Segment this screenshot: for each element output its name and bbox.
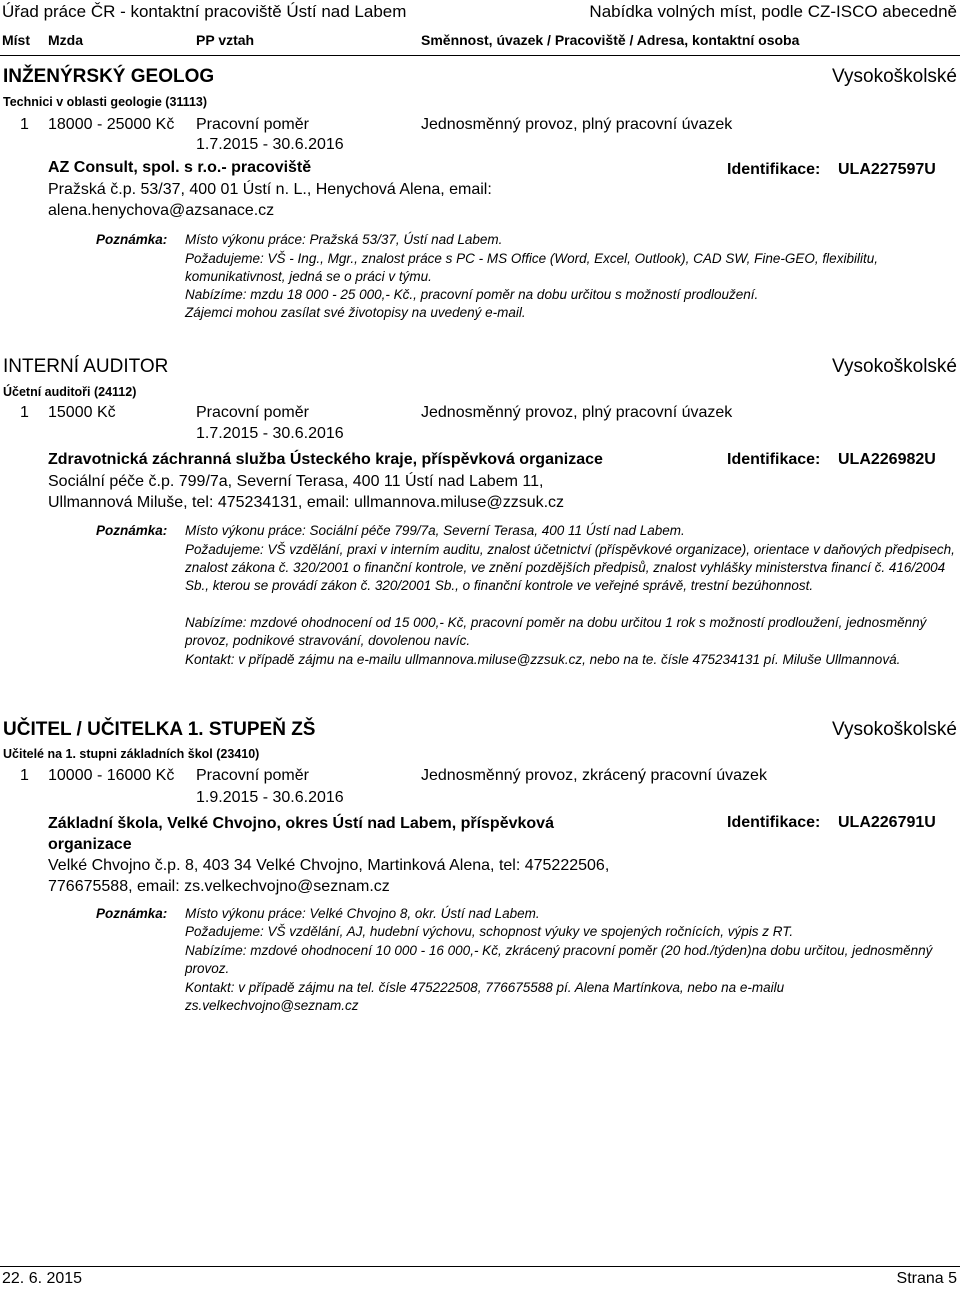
column-header-shift-address: Směnnost, úvazek / Pracoviště / Adresa, kontaktní osoba <box>421 32 800 48</box>
page-number: Strana 5 <box>896 1270 957 1287</box>
salary: 15000 Kč <box>48 404 116 421</box>
identification-code: ULA227597U <box>838 161 936 178</box>
footer-date: 22. 6. 2015 <box>2 1270 83 1287</box>
note-offer: Nabízíme: mzdu 18 000 - 25 000,- Kč., pracovní poměr na dobu určitou s možností prodloužení. <box>185 287 759 302</box>
note-requirements: Požadujeme: VŠ - Ing., Mgr., znalost práce s PC - MS Office (Word, Excel, Outlook), CAD SW, Fine-GEO, flexibilitu, komunikativnost, jedná se o práci v týmu. <box>185 251 878 285</box>
note-contact: Kontakt: v případě zájmu na e-mailu ullmannova.miluse@zzsuk.cz, nebo na te. čísle 475234131 pí. Miluše Ullmannová. <box>185 652 901 667</box>
note-label: Poznámka: <box>96 523 168 538</box>
note-contact: Zájemci mohou zasílat své životopisy na uvedený e-mail. <box>185 305 526 320</box>
employment-dates: 1.7.2015 - 30.6.2016 <box>196 425 344 442</box>
identification-code: ULA226982U <box>838 451 936 468</box>
job-title: UČITEL / UČITELKA 1. STUPEŇ ZŠ <box>3 719 316 740</box>
education-level: Vysokoškolské <box>832 719 957 740</box>
position-count: 1 <box>20 116 29 133</box>
column-header-count: Míst <box>2 32 30 48</box>
note-requirements: Požadujeme: VŠ vzdělání, praxi v interním auditu, znalost účetnictví (příspěvkové organizace), orientace v daňových předpisech, znalost zákona č. 320/2001 o finanční kontrole, ve znění pozdějších předpisů, znalost vyhlášky ministerstva financí č. 416/2004 Sb., kterou se provádí zákon č. 320/2001 Sb., o finanční kontrole ve veřejné správě, trestní bezúhonnost. <box>185 542 955 594</box>
note-requirements: Požadujeme: VŠ vzdělání, AJ, hudební výchovu, schopnost výuky ve spojených ročnících, výpis z RT. <box>185 924 794 939</box>
job-category: Učitelé na 1. stupni základních škol (23410) <box>3 747 260 761</box>
header-divider <box>0 55 960 56</box>
job-title: INŽENÝRSKÝ GEOLOG <box>3 66 215 87</box>
note-label: Poznámka: <box>96 232 168 247</box>
salary: 18000 - 25000 Kč <box>48 116 175 133</box>
note-offer: Nabízíme: mzdové ohodnocení od 15 000,- Kč, pracovní poměr na dobu určitou 1 rok s možností prodloužení, jednosměnný provoz, podnikové stravování, dovolenou navíc. <box>185 615 927 649</box>
job-title: INTERNÍ AUDITOR <box>3 356 169 377</box>
note-offer: Nabízíme: mzdové ohodnocení 10 000 - 16 000,- Kč, zkrácený pracovní poměr (20 hod./týden)na dobu určitou, jednosměnný provoz. <box>185 943 933 977</box>
position-count: 1 <box>20 767 29 784</box>
employer-contact-email[interactable]: alena.henychova@azsanace.cz <box>48 202 275 219</box>
education-level: Vysokoškolské <box>832 66 957 87</box>
shift-type: Jednosměnný provoz, plný pracovní úvazek <box>421 404 733 421</box>
employer-address: Velké Chvojno č.p. 8, 403 34 Velké Chvojno, Martinková Alena, tel: 475222506, <box>48 857 610 874</box>
employment-relation: Pracovní poměr <box>196 116 309 133</box>
identification-label: Identifikace: <box>727 161 821 178</box>
note-workplace: Místo výkonu práce: Sociální péče 799/7a, Severní Terasa, 400 11 Ústí nad Labem. <box>185 523 685 538</box>
job-category: Účetní auditoři (24112) <box>3 385 137 399</box>
employer-name: Zdravotnická záchranná služba Ústeckého kraje, příspěvková organizace <box>48 451 603 468</box>
note-contact: Kontakt: v případě zájmu na tel. čísle 475222508, 776675588 pí. Alena Martínkova, nebo na e-mailu zs.velkechvojno@seznam.cz <box>185 980 785 1014</box>
employer-contact-email[interactable]: 776675588, email: zs.velkechvojno@seznam.cz <box>48 878 390 895</box>
employment-relation: Pracovní poměr <box>196 404 309 421</box>
identification-label: Identifikace: <box>727 814 821 831</box>
employer-contact-email[interactable]: Ullmannová Miluše, tel: 475234131, email: ullmannova.miluse@zzsuk.cz <box>48 494 565 511</box>
footer-divider <box>0 1266 960 1267</box>
salary: 10000 - 16000 Kč <box>48 767 175 784</box>
identification-label: Identifikace: <box>727 451 821 468</box>
job-category: Technici v oblasti geologie (31113) <box>3 95 208 109</box>
note-workplace: Místo výkonu práce: Velké Chvojno 8, okr. Ústí nad Labem. <box>185 906 540 921</box>
employer-address: Pražská č.p. 53/37, 400 01 Ústí n. L., Henychová Alena, email: <box>48 181 492 198</box>
employer-name: Základní škola, Velké Chvojno, okres Ústí nad Labem, příspěvková organizace <box>48 815 554 853</box>
position-count: 1 <box>20 404 29 421</box>
shift-type: Jednosměnný provoz, plný pracovní úvazek <box>421 116 733 133</box>
employer-name: AZ Consult, spol. s r.o.- pracoviště <box>48 159 312 176</box>
document-header-subtitle: Nabídka volných míst, podle CZ-ISCO abecedně <box>589 2 957 21</box>
note-workplace: Místo výkonu práce: Pražská 53/37, Ústí nad Labem. <box>185 232 503 247</box>
note-label: Poznámka: <box>96 906 168 921</box>
employment-relation: Pracovní poměr <box>196 767 309 784</box>
employer-address: Sociální péče č.p. 799/7a, Severní Terasa, 400 11 Ústí nad Labem 11, <box>48 473 544 490</box>
document-header-title: Úřad práce ČR - kontaktní pracoviště Ústí nad Labem <box>2 2 407 21</box>
identification-code: ULA226791U <box>838 814 936 831</box>
education-level: Vysokoškolské <box>832 356 957 377</box>
shift-type: Jednosměnný provoz, zkrácený pracovní úvazek <box>421 767 767 784</box>
employment-dates: 1.9.2015 - 30.6.2016 <box>196 789 344 806</box>
column-header-relation: PP vztah <box>196 32 255 48</box>
employment-dates: 1.7.2015 - 30.6.2016 <box>196 136 344 153</box>
column-header-salary: Mzda <box>48 32 83 48</box>
